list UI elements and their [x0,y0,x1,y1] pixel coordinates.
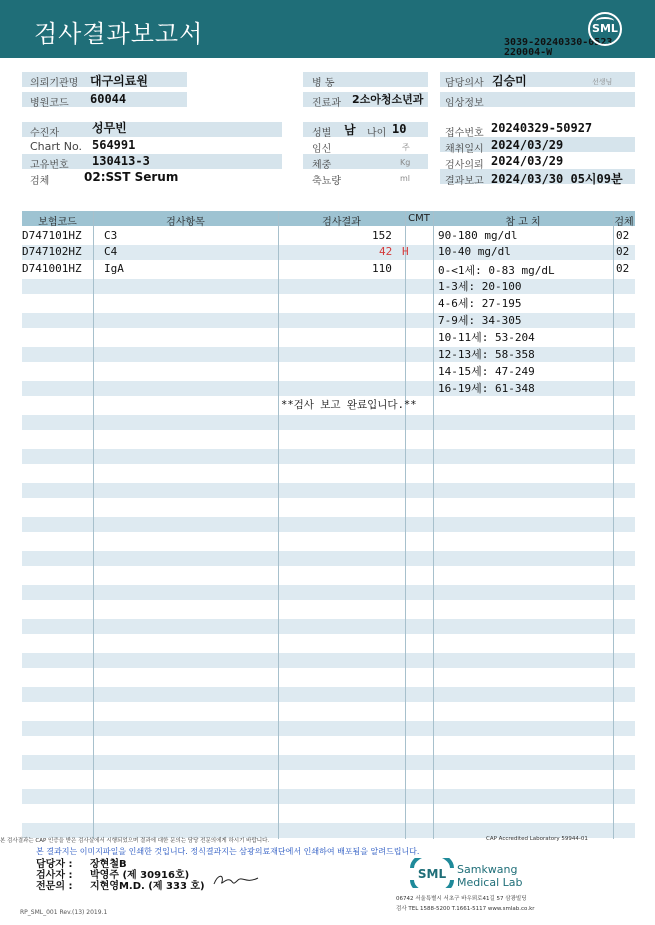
patient-value: 성무빈 [92,121,127,135]
age-label: 나이 [367,128,387,139]
uid-label: 고유번호 [30,160,69,171]
table-row-ref: 0-<1세: 0-83 mg/dL [438,264,555,277]
table-row-flag: H [402,245,409,258]
weight-label: 체중 [312,160,332,171]
table-row-ref: 10-40 mg/dl [438,245,511,258]
collect-label: 채취일시 [445,144,484,155]
completion-note: **검사 보고 완료입니다.** [281,399,417,411]
table-row-stripe [22,415,635,430]
signature-icon [212,872,260,888]
table-row-stripe [22,721,635,736]
age-value: 10 [392,122,407,136]
staff-value: 장현철B [90,859,127,870]
table-row-stripe [22,279,635,294]
hospcode-label: 병원코드 [30,98,69,109]
chart-value: 564991 [92,138,136,152]
preg-unit: 주 [402,143,410,152]
ref-range-line: 12-13세: 58-358 [438,348,535,361]
ref-range-line: 1-3세: 20-100 [438,280,522,293]
table-row-stripe [22,381,635,396]
urine-unit: ml [400,174,411,183]
doctor-suffix: 선생님 [592,78,613,86]
image-copy-notice: 본 결과지는 이미지파일을 인쇄한 것입니다. 정식결과지는 삼광의료재단에서 인쇄하여 배포됨을 알려드립니다. [36,847,420,856]
dept-label: 진료과 [312,98,341,109]
col-header-ref: 참 고 치 [505,217,541,228]
chart-label: Chart No. [30,140,82,153]
specialist-value: 지현영M.D. (제 333 호) [90,881,205,892]
table-row-stripe [22,483,635,498]
table-row-stripe [22,449,635,464]
table-row-result: 152 [372,229,392,242]
tester-label: 검사자 : [36,870,73,881]
col-header-specimen: 검체 [614,217,634,228]
urine-label: 축뇨량 [312,176,341,187]
receipt-label: 접수번호 [445,128,484,139]
samkwang-logo-text: SML [417,867,447,881]
form-code: RP_SML_001 Rev.(13) 2019.1 [20,909,108,916]
document-number: 3039-20240330-0523 220004-W [504,37,613,58]
report-label: 결과보고 [445,176,484,187]
ref-range-line: 7-9세: 34-305 [438,314,522,327]
patient-label: 수진자 [30,128,59,139]
clinical-label: 임상정보 [445,98,484,109]
table-row-item: C4 [104,245,118,258]
sml-logo-icon: SML [588,12,622,46]
request-value: 2024/03/29 [491,154,564,168]
doctor-value: 김승미 [492,74,527,88]
table-row-stripe [22,347,635,362]
table-row-result: 110 [372,262,392,275]
hospital-value: 대구의료원 [90,74,148,88]
collect-value: 2024/03/29 [491,138,564,152]
table-row-stripe [22,551,635,566]
report-title: 검사결과보고서 [34,20,204,48]
table-row-stripe [22,313,635,328]
col-header-code: 보험코드 [38,217,77,228]
table-row-code: D747101HZ [22,229,82,242]
report-header [0,0,655,58]
specimen-value: 02:SST Serum [84,170,179,184]
receipt-value: 20240329-50927 [491,121,593,135]
table-row-spec: 02 [616,229,630,242]
table-row-code: D741001HZ [22,262,82,275]
disclaimer-text: 본 검사결과는 CAP 인증을 받은 검사실에서 시행되었으며 결과에 대한 문의는 담당 전문의에게 하시기 바랍니다. [0,838,270,844]
table-row-stripe [22,687,635,702]
sex-label: 성별 [312,128,332,139]
table-row-stripe [22,653,635,668]
report-value: 2024/03/30 05시09분 [491,172,623,186]
request-label: 검사의뢰 [445,160,484,171]
ward-label: 병 동 [312,78,335,89]
weight-unit: Kg [400,158,411,167]
table-row-spec: 02 [616,245,630,258]
col-header-cmt: CMT [408,213,430,224]
lab-name-line1: Samkwang [457,863,518,876]
uid-value: 130413-3 [92,154,150,168]
col-header-item: 검사항목 [166,217,205,228]
table-row-stripe [22,619,635,634]
lab-name-line2: Medical Lab [457,876,523,889]
hospcode-value: 60044 [90,92,127,106]
lab-phone: 검사 TEL 1588-5200 T.1661-5117 www.smlab.co.kr [396,906,535,912]
specimen-label: 검체 [30,176,50,187]
ref-range-line: 14-15세: 47-249 [438,365,535,378]
table-row-stripe [22,585,635,600]
ref-range-line: 16-19세: 61-348 [438,382,535,395]
hospital-label: 의뢰기관명 [30,78,79,89]
specialist-label: 전문의 : [36,881,73,892]
ref-range-line: 4-6세: 27-195 [438,297,522,310]
ref-range-line: 10-11세: 53-204 [438,331,535,344]
table-row-code: D747102HZ [22,245,82,258]
table-row-ref: 90-180 mg/dl [438,229,518,242]
preg-label: 임신 [312,144,332,155]
cap-text: CAP Accredited Laboratory 59944-01 [486,836,588,842]
table-row-stripe [22,789,635,804]
col-header-result: 검사결과 [322,217,361,228]
table-row-item: C3 [104,229,118,242]
table-row-result: 42 [379,245,393,258]
table-row-item: IgA [104,262,124,275]
table-row-stripe [22,755,635,770]
doctor-label: 담당의사 [445,78,484,89]
tester-value: 박영주 (제 30916호) [90,870,190,881]
dept-value: 2소아청소년과 [352,93,424,106]
table-row-stripe [22,517,635,532]
sex-value: 남 [344,123,356,137]
staff-label: 담당자 : [36,859,73,870]
table-row-spec: 02 [616,262,630,275]
lab-address: 06742 서울특별시 서초구 바우뫼로41길 57 삼광빌딩 [396,896,527,902]
